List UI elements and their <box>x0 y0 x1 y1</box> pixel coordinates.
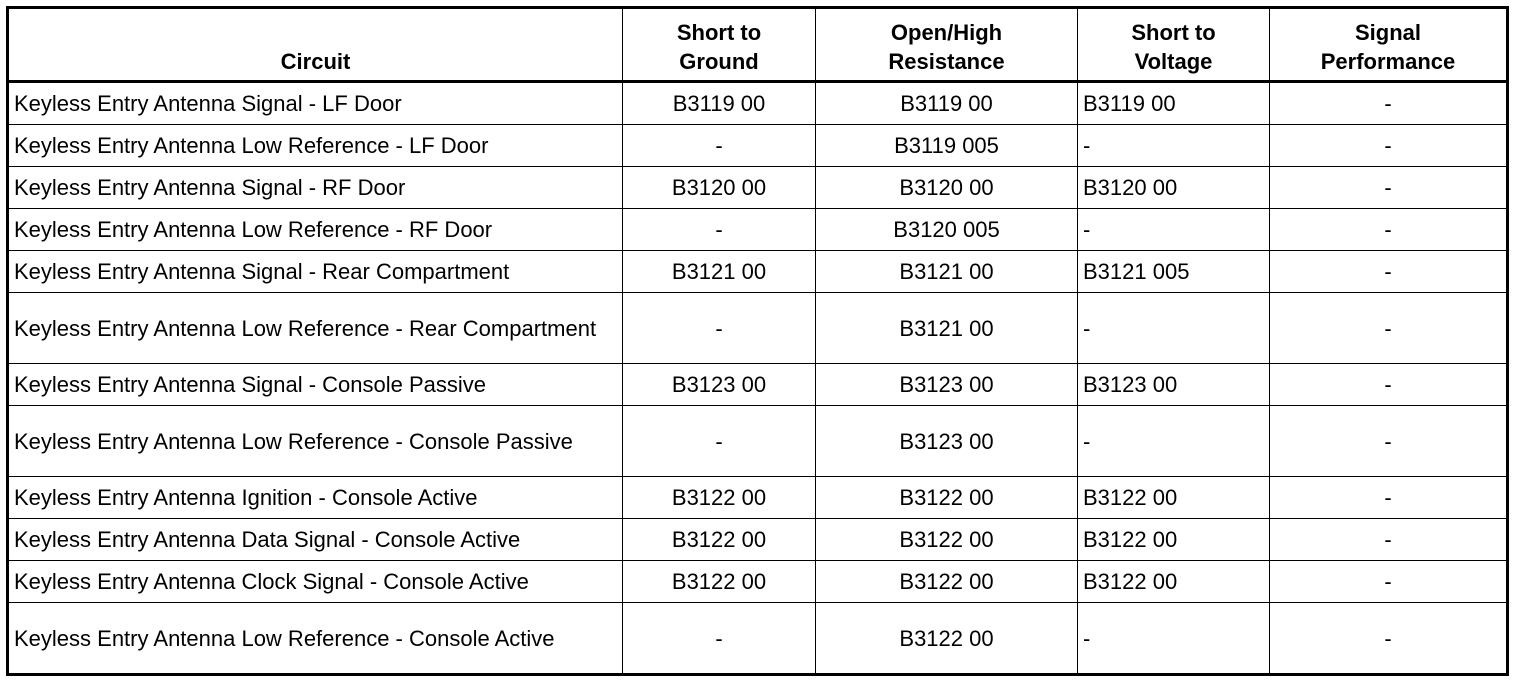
short-to-voltage-cell: - <box>1078 406 1270 477</box>
header-short-to-ground <box>623 8 816 82</box>
short-to-voltage-cell: B3123 00 <box>1078 364 1270 406</box>
signal-performance-cell: - <box>1270 251 1508 293</box>
header-line: Voltage <box>1134 49 1213 74</box>
short-to-ground-cell: B3122 00 <box>623 477 816 519</box>
header-row <box>8 8 1508 82</box>
header-line: Short to <box>676 20 762 45</box>
circuit-cell: Keyless Entry Antenna Low Reference - Rear Compartment <box>8 293 623 364</box>
table-row <box>8 477 1508 519</box>
short-to-ground-cell: B3120 00 <box>623 167 816 209</box>
circuit-cell: Keyless Entry Antenna Signal - Console Passive <box>8 364 623 406</box>
table-row <box>8 561 1508 603</box>
short-to-voltage-cell: - <box>1078 603 1270 675</box>
header-line: Short to <box>1131 20 1216 45</box>
table-row <box>8 251 1508 293</box>
short-to-ground-cell: B3121 00 <box>623 251 816 293</box>
short-to-ground-cell: - <box>623 125 816 167</box>
short-to-ground-cell: B3123 00 <box>623 364 816 406</box>
short-to-ground-cell: - <box>623 293 816 364</box>
short-to-voltage-cell: - <box>1078 125 1270 167</box>
short-to-voltage-cell: B3122 00 <box>1078 561 1270 603</box>
signal-performance-cell: - <box>1270 125 1508 167</box>
open-high-resistance-cell: B3123 00 <box>816 364 1078 406</box>
open-high-resistance-cell: B3122 00 <box>816 477 1078 519</box>
header-signal-performance <box>1270 8 1508 82</box>
signal-performance-cell: - <box>1270 82 1508 125</box>
table-row <box>8 82 1508 125</box>
circuit-cell: Keyless Entry Antenna Signal - RF Door <box>8 167 623 209</box>
circuit-cell: Keyless Entry Antenna Clock Signal - Console Active <box>8 561 623 603</box>
signal-performance-cell: - <box>1270 209 1508 251</box>
short-to-voltage-cell: B3122 00 <box>1078 519 1270 561</box>
signal-performance-cell: - <box>1270 477 1508 519</box>
circuit-cell: Keyless Entry Antenna Ignition - Console Active <box>8 477 623 519</box>
header-line: Signal <box>1354 20 1421 45</box>
signal-performance-cell: - <box>1270 167 1508 209</box>
short-to-ground-cell: B3119 00 <box>623 82 816 125</box>
open-high-resistance-cell: B3119 00 <box>816 82 1078 125</box>
short-to-voltage-cell: B3120 00 <box>1078 167 1270 209</box>
open-high-resistance-cell: B3120 00 <box>816 167 1078 209</box>
short-to-ground-cell: - <box>623 603 816 675</box>
header-line: Performance <box>1320 49 1456 74</box>
open-high-resistance-cell: B3122 00 <box>816 561 1078 603</box>
table-row <box>8 167 1508 209</box>
open-high-resistance-cell: B3121 00 <box>816 293 1078 364</box>
table-row <box>8 209 1508 251</box>
dtc-table <box>6 6 1509 676</box>
open-high-resistance-cell: B3119 005 <box>816 125 1078 167</box>
open-high-resistance-cell: B3121 00 <box>816 251 1078 293</box>
signal-performance-cell: - <box>1270 364 1508 406</box>
short-to-ground-cell: B3122 00 <box>623 561 816 603</box>
short-to-voltage-cell: B3122 00 <box>1078 477 1270 519</box>
header-line: Open/High <box>890 20 1003 45</box>
open-high-resistance-cell: B3120 005 <box>816 209 1078 251</box>
header-short-to-voltage <box>1078 8 1270 82</box>
short-to-ground-cell: - <box>623 209 816 251</box>
table-row <box>8 519 1508 561</box>
table-row <box>8 293 1508 364</box>
open-high-resistance-cell: B3122 00 <box>816 603 1078 675</box>
circuit-cell: Keyless Entry Antenna Low Reference - RF Door <box>8 209 623 251</box>
signal-performance-cell: - <box>1270 603 1508 675</box>
signal-performance-cell: - <box>1270 406 1508 477</box>
circuit-cell: Keyless Entry Antenna Low Reference - LF Door <box>8 125 623 167</box>
circuit-cell: Keyless Entry Antenna Signal - Rear Compartment <box>8 251 623 293</box>
table-row <box>8 125 1508 167</box>
short-to-voltage-cell: B3119 00 <box>1078 82 1270 125</box>
circuit-cell: Keyless Entry Antenna Data Signal - Console Active <box>8 519 623 561</box>
table-row <box>8 406 1508 477</box>
circuit-cell: Keyless Entry Antenna Low Reference - Console Active <box>8 603 623 675</box>
header-open-high-resistance <box>816 8 1078 82</box>
short-to-voltage-cell: B3121 005 <box>1078 251 1270 293</box>
open-high-resistance-cell: B3123 00 <box>816 406 1078 477</box>
short-to-ground-cell: B3122 00 <box>623 519 816 561</box>
circuit-cell: Keyless Entry Antenna Low Reference - Console Passive <box>8 406 623 477</box>
signal-performance-cell: - <box>1270 561 1508 603</box>
short-to-voltage-cell: - <box>1078 209 1270 251</box>
header-line: Resistance <box>888 49 1005 74</box>
header-line: Ground <box>679 49 759 74</box>
circuit-cell: Keyless Entry Antenna Signal - LF Door <box>8 82 623 125</box>
header-circuit: Circuit <box>8 8 623 82</box>
signal-performance-cell: - <box>1270 293 1508 364</box>
short-to-voltage-cell: - <box>1078 293 1270 364</box>
table-row <box>8 603 1508 675</box>
short-to-ground-cell: - <box>623 406 816 477</box>
signal-performance-cell: - <box>1270 519 1508 561</box>
table-row <box>8 364 1508 406</box>
open-high-resistance-cell: B3122 00 <box>816 519 1078 561</box>
